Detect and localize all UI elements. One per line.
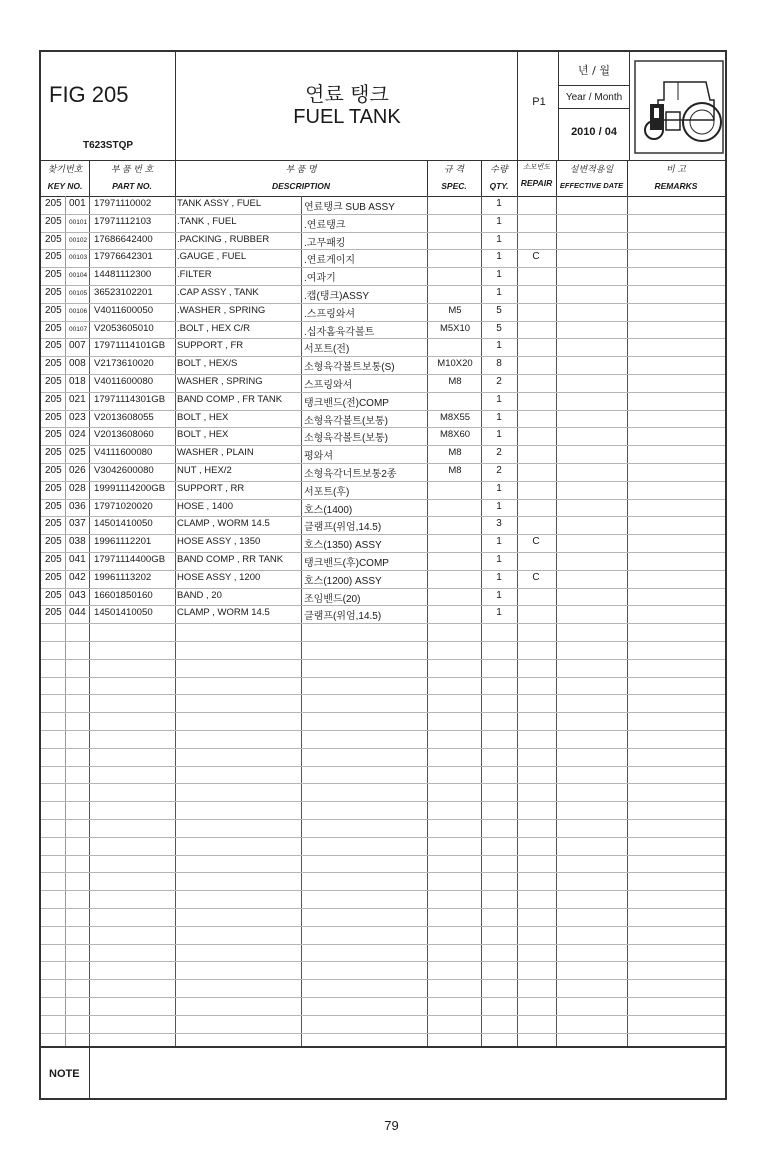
table-row: [41, 570, 725, 589]
table-row: [41, 766, 725, 785]
col-remarks: 비 고 REMARKS: [654, 164, 698, 191]
note-label: NOTE: [49, 1068, 80, 1080]
parts-sheet: [39, 50, 727, 1100]
table-row: [41, 819, 725, 838]
table-row: [41, 872, 725, 891]
qty-cell: 2: [496, 465, 502, 476]
sub-key-cell: 044: [69, 607, 86, 619]
sub-key-cell: 042: [69, 571, 86, 583]
key-number-cell: 205: [45, 589, 62, 601]
korean-name-cell: 호스(1400): [304, 504, 353, 516]
table-row: [41, 499, 725, 518]
table-row: [41, 410, 725, 429]
key-number-cell: 205: [45, 215, 62, 227]
korean-name-cell: 호스(1350) ASSY: [304, 540, 382, 552]
key-number-cell: 205: [45, 411, 62, 423]
korean-name-cell: .연료탱크: [304, 219, 346, 231]
repair-cell: C: [532, 536, 540, 548]
qty-cell: 1: [496, 393, 502, 405]
table-row: [41, 997, 725, 1016]
description-cell: .BOLT , HEX C/R: [177, 322, 251, 334]
spec-cell: M5: [448, 304, 462, 316]
description-cell: SUPPORT , FR: [177, 340, 244, 352]
part-number-cell: 19991114200GB: [94, 482, 166, 494]
key-number-cell: 205: [45, 251, 62, 263]
part-number-cell: V2013608055: [94, 411, 154, 423]
description-cell: HOSE , 1400: [177, 500, 233, 512]
table-row: [41, 338, 725, 357]
table-row: [41, 427, 725, 446]
key-number-cell: 205: [45, 465, 62, 476]
spec-cell: M8: [448, 376, 462, 387]
description-cell: HOSE ASSY , 1350: [177, 536, 261, 548]
key-number-cell: 205: [45, 304, 62, 316]
korean-name-cell: .십자홈육각볼트: [304, 326, 375, 338]
table-row: [41, 677, 725, 696]
description-cell: CLAMP , WORM 14.5: [177, 518, 270, 530]
table-row: [41, 961, 725, 980]
key-number-cell: 205: [45, 571, 62, 583]
table-row: [41, 445, 725, 464]
qty-cell: 1: [496, 251, 502, 263]
part-number-cell: 17971114101GB: [94, 340, 166, 352]
part-number-cell: V2173610020: [94, 358, 154, 370]
table-row: [41, 588, 725, 607]
korean-name-cell: 평와셔: [304, 451, 333, 463]
part-number-cell: 36523102201: [94, 287, 153, 298]
key-number-cell: 205: [45, 482, 62, 494]
table-row: [41, 232, 725, 251]
title-english: FUEL TANK: [293, 106, 401, 128]
spec-cell: M8X55: [439, 411, 471, 423]
page-number: 79: [384, 1118, 399, 1133]
col-effective-date: 설변적용일 EFFECTIVE DATE: [559, 164, 624, 190]
note-area: [41, 1046, 725, 1100]
table-row: [41, 1015, 725, 1034]
table-row: [41, 481, 725, 500]
key-number-cell: 205: [45, 393, 62, 405]
qty-cell: 1: [496, 233, 502, 245]
part-number-cell: 14501410050: [94, 607, 153, 619]
korean-name-cell: 조임밴드(20): [304, 593, 361, 605]
qty-cell: 2: [496, 447, 502, 459]
qty-cell: 1: [496, 482, 502, 494]
key-number-cell: 205: [45, 429, 62, 441]
table-row: [41, 890, 725, 909]
description-cell: .CAP ASSY , TANK: [177, 287, 259, 298]
key-number-cell: 205: [45, 500, 62, 512]
table-row: [41, 552, 725, 571]
qty-cell: 3: [496, 518, 502, 530]
description-cell: .TANK , FUEL: [177, 215, 237, 227]
qty-cell: 1: [496, 429, 502, 441]
description-cell: .FILTER: [177, 269, 212, 281]
spec-cell: M8: [448, 447, 462, 459]
description-cell: .GAUGE , FUEL: [177, 251, 247, 263]
description-cell: BAND , 20: [177, 589, 222, 601]
key-number-cell: 205: [45, 322, 62, 334]
korean-name-cell: 서포트(전): [304, 344, 350, 356]
key-number-cell: 205: [45, 233, 62, 245]
sub-key-cell: 001: [69, 198, 86, 209]
korean-name-cell: 탱크밴드(전)COMP: [304, 397, 389, 409]
sub-key-cell: 00105: [69, 290, 88, 297]
korean-name-cell: 서포트(후): [304, 486, 350, 498]
sub-key-cell: 037: [69, 518, 86, 530]
description-cell: .PACKING , RUBBER: [177, 233, 270, 245]
sub-key-cell: 00104: [69, 272, 88, 280]
qty-cell: 1: [496, 589, 502, 601]
sub-key-cell: 00106: [69, 307, 88, 315]
key-number-cell: 205: [45, 554, 62, 565]
table-row: [41, 356, 725, 375]
key-number-cell: 205: [45, 518, 62, 530]
sub-key-cell: 038: [69, 536, 86, 548]
part-number-cell: 16601850160: [94, 589, 153, 601]
korean-name-cell: 클램프(위엄,14.5): [304, 522, 382, 534]
qty-cell: 5: [496, 322, 502, 334]
description-cell: BOLT , HEX/S: [177, 358, 238, 370]
col-desc: 부 품 명 DESCRIPTION: [271, 164, 331, 191]
qty-cell: 1: [496, 215, 502, 227]
model-code: T623STQP: [83, 140, 134, 151]
sub-key-cell: 043: [69, 589, 86, 601]
table-row: [41, 214, 725, 233]
description-cell: BOLT , HEX: [177, 411, 229, 423]
part-number-cell: 19961112201: [94, 536, 152, 548]
qty-cell: 1: [496, 571, 502, 583]
col-spec: 규 격 SPEC.: [441, 164, 467, 191]
qty-cell: 5: [496, 304, 502, 316]
key-number-cell: 205: [45, 376, 62, 387]
part-number-cell: 17976642301: [94, 251, 153, 263]
description-cell: BAND COMP , FR TANK: [177, 393, 283, 405]
table-row: [41, 944, 725, 963]
qty-cell: 1: [496, 287, 502, 298]
table-row: [41, 534, 725, 553]
sub-key-cell: 00103: [69, 254, 88, 262]
table-row: [41, 267, 725, 286]
part-number-cell: V4011600050: [94, 304, 154, 316]
key-number-cell: 205: [45, 607, 62, 619]
table-row: [41, 605, 725, 624]
korean-name-cell: 소형육각볼트(보통): [304, 433, 388, 445]
korean-name-cell: .스프링와셔: [304, 308, 356, 320]
korean-name-cell: 탱크밴드(후)COMP: [304, 558, 389, 569]
title-korean: 연료 탱크: [305, 82, 389, 106]
key-number-cell: 205: [45, 287, 62, 298]
table-row: [41, 801, 725, 820]
year-month-label-ko: 년 / 월: [578, 64, 610, 77]
col-part: 부 품 번 호 PART NO.: [110, 164, 154, 191]
part-number-cell: V2013608060: [94, 429, 154, 441]
part-number-cell: 17971114400GB: [94, 554, 166, 565]
part-number-cell: 14501410050: [94, 518, 153, 530]
col-key: 찾기번호 KEY NO.: [47, 164, 83, 191]
korean-name-cell: 소형육각너트보통2종: [304, 469, 397, 480]
korean-name-cell: .캡(탱크)ASSY: [304, 291, 370, 302]
table-row: [41, 979, 725, 998]
qty-cell: 1: [496, 554, 502, 565]
spec-cell: M8: [448, 465, 462, 476]
table-row: [41, 694, 725, 713]
part-number-cell: 17971110002: [94, 198, 152, 209]
part-number-cell: 17971112103: [94, 215, 152, 227]
table-row: [41, 730, 725, 749]
sub-key-cell: 018: [69, 376, 86, 387]
part-number-cell: 17971020020: [94, 500, 153, 512]
part-number-cell: 14481112300: [94, 269, 152, 281]
sub-key-cell: 028: [69, 482, 86, 494]
qty-cell: 1: [496, 607, 502, 619]
key-number-cell: 205: [45, 447, 62, 459]
table-row: [41, 641, 725, 660]
table-row: [41, 249, 725, 268]
sub-key-cell: 00101: [69, 218, 88, 226]
key-number-cell: 205: [45, 198, 62, 209]
table-row: [41, 659, 725, 678]
korean-name-cell: 클램프(위엄,14.5): [304, 611, 382, 623]
parts-table-body: [41, 196, 725, 1046]
qty-cell: 2: [496, 376, 502, 387]
tractor-icon: [634, 60, 724, 154]
table-row: [41, 855, 725, 874]
sub-key-cell: 026: [69, 465, 86, 476]
part-number-cell: V2053605010: [94, 322, 154, 334]
spec-cell: M5X10: [439, 322, 471, 334]
table-row: [41, 712, 725, 731]
table-row: [41, 303, 725, 322]
table-row: [41, 463, 725, 482]
sub-key-cell: 00102: [69, 236, 88, 244]
qty-cell: 1: [496, 536, 502, 548]
repair-cell: C: [532, 251, 540, 263]
description-cell: BAND COMP , RR TANK: [177, 554, 284, 565]
table-row: [41, 374, 725, 393]
description-cell: TANK ASSY , FUEL: [177, 198, 262, 209]
part-number-cell: V4011600080: [94, 376, 154, 387]
table-row: [41, 908, 725, 927]
sub-key-cell: 023: [69, 411, 86, 423]
issue-date: 2010 / 04: [571, 126, 617, 138]
part-number-cell: 17686642400: [94, 233, 153, 245]
column-header-row: [41, 160, 725, 197]
sub-key-cell: 024: [69, 429, 86, 441]
sub-key-cell: 021: [69, 393, 86, 405]
korean-name-cell: 호스(1200) ASSY: [304, 575, 382, 587]
description-cell: CLAMP , WORM 14.5: [177, 607, 270, 619]
qty-cell: 1: [496, 411, 502, 423]
description-cell: NUT , HEX/2: [177, 465, 232, 476]
figure-number: FIG 205: [49, 82, 129, 107]
qty-cell: 1: [496, 198, 502, 209]
key-number-cell: 205: [45, 340, 62, 352]
table-row: [41, 392, 725, 411]
sub-key-cell: 00107: [69, 325, 88, 333]
key-number-cell: 205: [45, 358, 62, 370]
korean-name-cell: 스프링와셔: [304, 380, 353, 391]
sub-key-cell: 008: [69, 358, 86, 370]
part-number-cell: V3042600080: [94, 465, 154, 476]
description-cell: .WASHER , SPRING: [177, 304, 266, 316]
korean-name-cell: 연료탱크 SUB ASSY: [304, 202, 395, 213]
col-qty: 수량 QTY.: [489, 164, 509, 191]
table-row: [41, 516, 725, 535]
key-number-cell: 205: [45, 269, 62, 281]
part-number-cell: 17971114301GB: [94, 393, 166, 405]
table-row: [41, 285, 725, 304]
sub-key-cell: 041: [69, 554, 86, 565]
spec-cell: M10X20: [437, 358, 473, 370]
sub-key-cell: 036: [69, 500, 86, 512]
qty-cell: 1: [496, 500, 502, 512]
table-row: [41, 196, 725, 215]
description-cell: WASHER , SPRING: [177, 376, 263, 387]
table-row: [41, 783, 725, 802]
qty-cell: 8: [496, 358, 502, 370]
year-month-label-en: Year / Month: [565, 92, 623, 103]
description-cell: WASHER , PLAIN: [177, 447, 254, 459]
table-row: [41, 748, 725, 767]
spec-cell: M8X60: [439, 429, 471, 441]
korean-name-cell: 소형육각볼트보통(S): [304, 362, 395, 374]
description-cell: HOSE ASSY , 1200: [177, 571, 261, 583]
table-row: [41, 837, 725, 856]
qty-cell: 1: [496, 340, 502, 352]
table-row: [41, 321, 725, 340]
part-number-cell: V4111600080: [94, 447, 153, 459]
repair-cell: C: [532, 571, 540, 583]
key-number-cell: 205: [45, 536, 62, 548]
table-row: [41, 623, 725, 642]
description-cell: BOLT , HEX: [177, 429, 229, 441]
korean-name-cell: 소형육각볼트(보통): [304, 415, 388, 427]
sub-key-cell: 025: [69, 447, 86, 459]
col-repair: 소모번도 REPAIR: [520, 164, 553, 188]
korean-name-cell: .연료게이지: [304, 255, 356, 267]
korean-name-cell: .고무패킹: [304, 237, 346, 249]
table-row: [41, 926, 725, 945]
description-cell: SUPPORT , RR: [177, 482, 245, 494]
sub-key-cell: 007: [69, 340, 86, 352]
part-number-cell: 19961113202: [94, 571, 152, 583]
korean-name-cell: .여과기: [304, 273, 336, 285]
qty-cell: 1: [496, 269, 502, 281]
sheet-header: [41, 52, 725, 161]
sheet-page: P1: [532, 96, 546, 108]
